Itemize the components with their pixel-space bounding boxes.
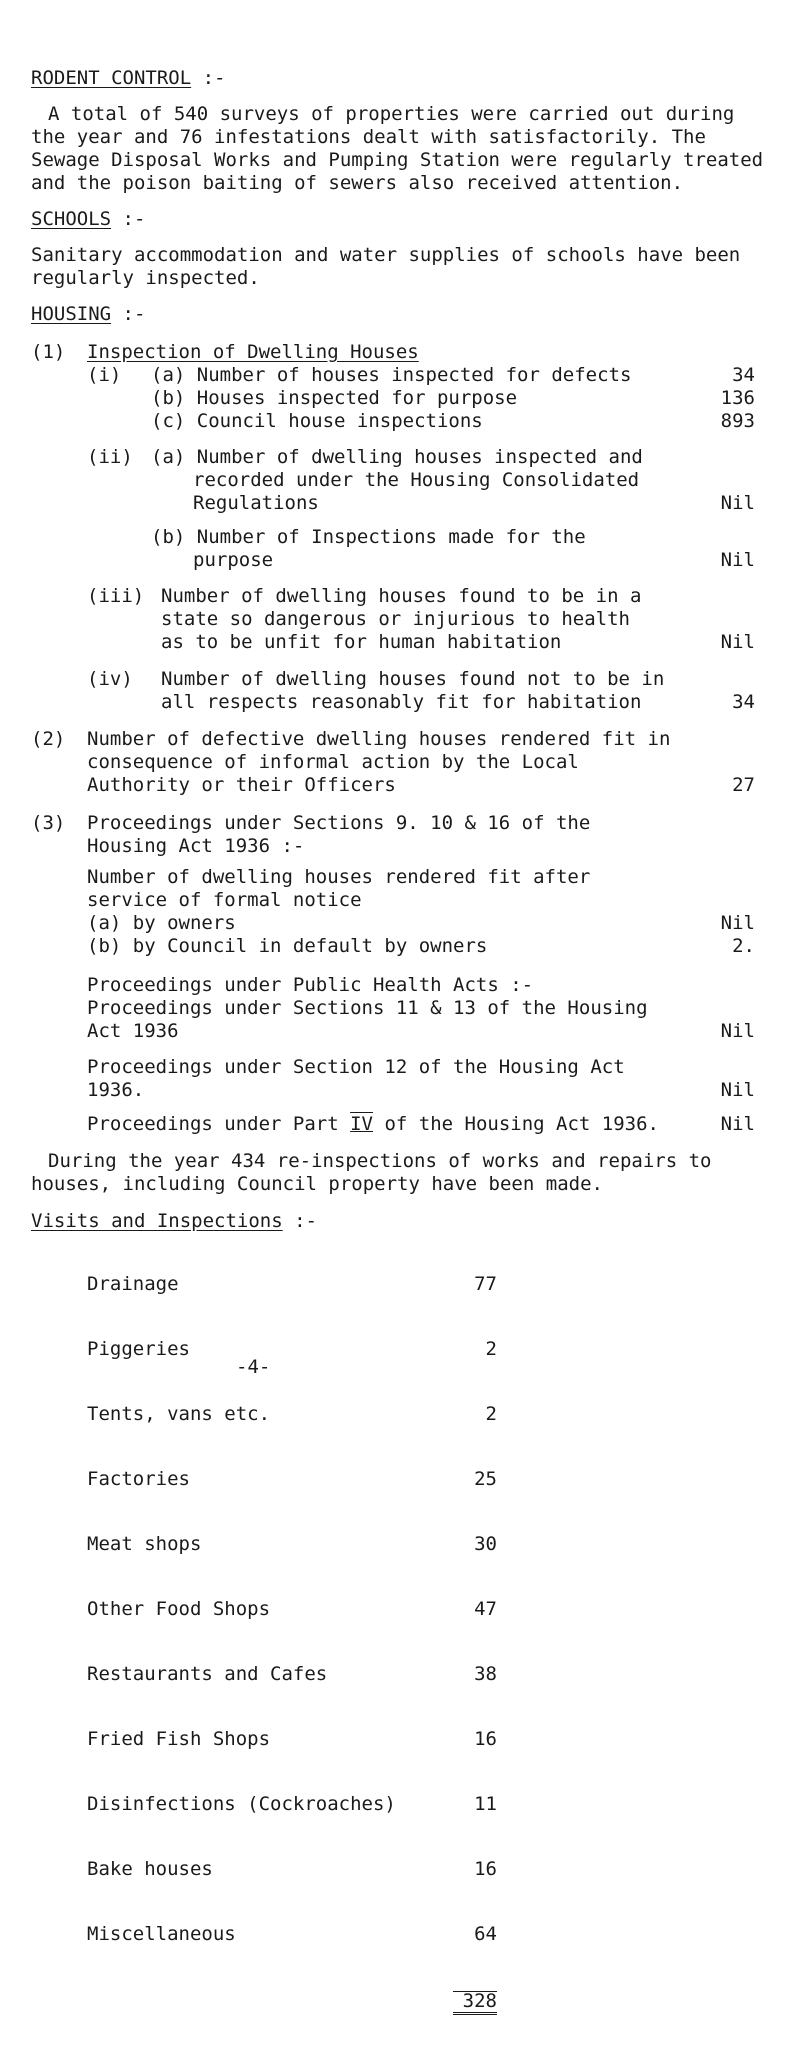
visits-title: Visits and Inspections <box>31 1210 283 1232</box>
item-iii-line-2: state so dangerous or injurious to health <box>161 608 630 630</box>
rodent-line-2: the year and 76 infestations dealt with satisfactorily. The <box>31 126 706 148</box>
visit-value: 47 <box>474 1598 497 1620</box>
visits-total-row <box>87 1990 497 2012</box>
visit-row <box>87 1860 497 1879</box>
item-iii-line-1: Number of dwelling houses found to be in a <box>161 585 642 607</box>
section-2-line-2: consequence of informal action by the Local <box>87 751 579 773</box>
item-i-a-value: 34 <box>732 364 755 386</box>
item-i-c-label: (c) Council house inspections <box>151 410 483 432</box>
visit-label: Other Food Shops <box>87 1598 271 1620</box>
visit-row <box>87 1340 497 1359</box>
visit-label: Disinfections (Cockroaches) <box>87 1793 396 1815</box>
item-ii-a-line-3: Regulations <box>193 492 319 514</box>
section-1-number: (1) <box>31 341 66 363</box>
section-2-line-3: Authority or their Officers <box>87 774 396 796</box>
visit-label: Bake houses <box>87 1858 213 1880</box>
visit-value: 11 <box>474 1793 497 1815</box>
visit-label: Miscellaneous <box>87 1923 236 1945</box>
section-3-line-4: service of formal notice <box>87 889 362 911</box>
section-1-title: Inspection of Dwelling Houses <box>87 341 419 363</box>
visit-row <box>87 1405 497 1424</box>
item-iii-number: (iii) <box>87 585 145 607</box>
visits-list <box>87 1229 497 2035</box>
visit-value: 64 <box>474 1923 497 1945</box>
part-iv-roman: IV <box>350 1113 373 1135</box>
section-3-line-1: Proceedings under Sections 9. 10 & 16 of the <box>87 812 591 834</box>
section-3-a-value: Nil <box>720 912 755 934</box>
item-ii-number: (ii) <box>87 446 133 468</box>
visit-label: Fried Fish Shops <box>87 1728 271 1750</box>
visit-label: Meat shops <box>87 1533 202 1555</box>
visit-label: Tents, vans etc. <box>87 1403 271 1425</box>
item-ii-b-line-2: purpose <box>193 549 274 571</box>
schools-heading <box>31 208 145 231</box>
schools-suffix: :- <box>111 208 146 230</box>
visit-row <box>87 1535 497 1554</box>
visit-value: 77 <box>474 1273 497 1295</box>
item-i-number: (i) <box>87 364 122 386</box>
item-i-b-value: 136 <box>720 387 755 409</box>
housing-heading <box>31 303 145 326</box>
item-i-c-value: 893 <box>720 410 755 432</box>
visit-value: 16 <box>474 1728 497 1750</box>
section-3-line-2: Housing Act 1936 :- <box>87 835 305 857</box>
schools-title: SCHOOLS <box>31 208 112 230</box>
visit-row <box>87 1275 497 1294</box>
item-iv-number: (iv) <box>87 668 133 690</box>
rodent-control-heading <box>31 67 225 90</box>
item-i-a-label: (a) Number of houses inspected for defects <box>151 364 632 386</box>
item-iv-line-1: Number of dwelling houses found not to be in <box>161 668 665 690</box>
section-3-b-label: (b) by Council in default by owners <box>87 935 488 957</box>
section-3-number: (3) <box>31 812 66 834</box>
item-iv-line-2: all respects reasonably fit for habitation <box>161 691 642 713</box>
schools-line-1: Sanitary accommodation and water supplies of schools have been <box>31 244 741 266</box>
visit-value: 2 <box>485 1338 497 1360</box>
visits-suffix: :- <box>282 1210 317 1232</box>
reinspection-line-2: houses, including Council property have been made. <box>31 1173 603 1195</box>
reinspection-line-1: During the year 434 re-inspections of works and repairs to <box>48 1150 712 1172</box>
visit-value: 16 <box>474 1858 497 1880</box>
visit-row <box>87 1730 497 1749</box>
section-12-line-1: Proceedings under Section 12 of the Housing Act <box>87 1056 625 1078</box>
part-iv-prefix: Proceedings under Part <box>87 1113 351 1135</box>
page-number: -4- <box>236 1356 271 1378</box>
item-ii-a-line-1: (a) Number of dwelling houses inspected and <box>151 446 643 468</box>
visit-label: Restaurants and Cafes <box>87 1663 328 1685</box>
section-3-b-value: 2. <box>732 935 755 957</box>
visit-row <box>87 1665 497 1684</box>
section-3-line-3: Number of dwelling houses rendered fit after <box>87 866 591 888</box>
item-iii-line-3: as to be unfit for human habitation <box>161 631 562 653</box>
section-3-a-label: (a) by owners <box>87 912 236 934</box>
visit-row <box>87 1925 497 1944</box>
rodent-control-title: RODENT CONTROL <box>31 67 192 89</box>
rodent-line-1: A total of 540 surveys of properties were carried out during <box>48 103 735 125</box>
visit-value: 25 <box>474 1468 497 1490</box>
item-ii-a-line-2: recorded under the Housing Consolidated <box>193 469 640 491</box>
item-ii-a-value: Nil <box>720 492 755 514</box>
visits-total: 328 <box>453 1991 497 2015</box>
section-2-value: 27 <box>732 774 755 796</box>
part-iv-value: Nil <box>720 1113 755 1135</box>
part-iv-line <box>87 1113 659 1136</box>
rodent-line-3: Sewage Disposal Works and Pumping Station were regularly treated <box>31 149 764 171</box>
item-i-b-label: (b) Houses inspected for purpose <box>151 387 518 409</box>
section-12-line-2: 1936. <box>87 1079 145 1101</box>
item-iii-value: Nil <box>720 631 755 653</box>
section-2-line-1: Number of defective dwelling houses rendered fit in <box>87 728 671 750</box>
visit-value: 2 <box>485 1403 497 1425</box>
visit-label: Drainage <box>87 1273 179 1295</box>
visit-value: 30 <box>474 1533 497 1555</box>
schools-line-2: regularly inspected. <box>31 267 260 289</box>
visit-row <box>87 1795 497 1814</box>
visit-label: Factories <box>87 1468 190 1490</box>
housing-suffix: :- <box>111 303 146 325</box>
item-ii-b-line-1: (b) Number of Inspections made for the <box>151 526 586 548</box>
public-health-value: Nil <box>720 1020 755 1042</box>
section-2-number: (2) <box>31 728 66 750</box>
rodent-control-suffix: :- <box>191 67 226 89</box>
item-ii-b-value: Nil <box>720 549 755 571</box>
public-health-heading: Proceedings under Public Health Acts :- <box>87 974 534 996</box>
item-iv-value: 34 <box>732 691 755 713</box>
visit-row <box>87 1470 497 1489</box>
housing-title: HOUSING <box>31 303 112 325</box>
public-health-line-3: Act 1936 <box>87 1020 179 1042</box>
public-health-line-2: Proceedings under Sections 11 & 13 of the Housing <box>87 997 648 1019</box>
part-iv-suffix: of the Housing Act 1936. <box>373 1113 659 1135</box>
visit-row <box>87 1600 497 1619</box>
visit-value: 38 <box>474 1663 497 1685</box>
section-12-value: Nil <box>720 1079 755 1101</box>
visit-label: Piggeries <box>87 1338 190 1360</box>
rodent-line-4: and the poison baiting of sewers also received attention. <box>31 172 684 194</box>
